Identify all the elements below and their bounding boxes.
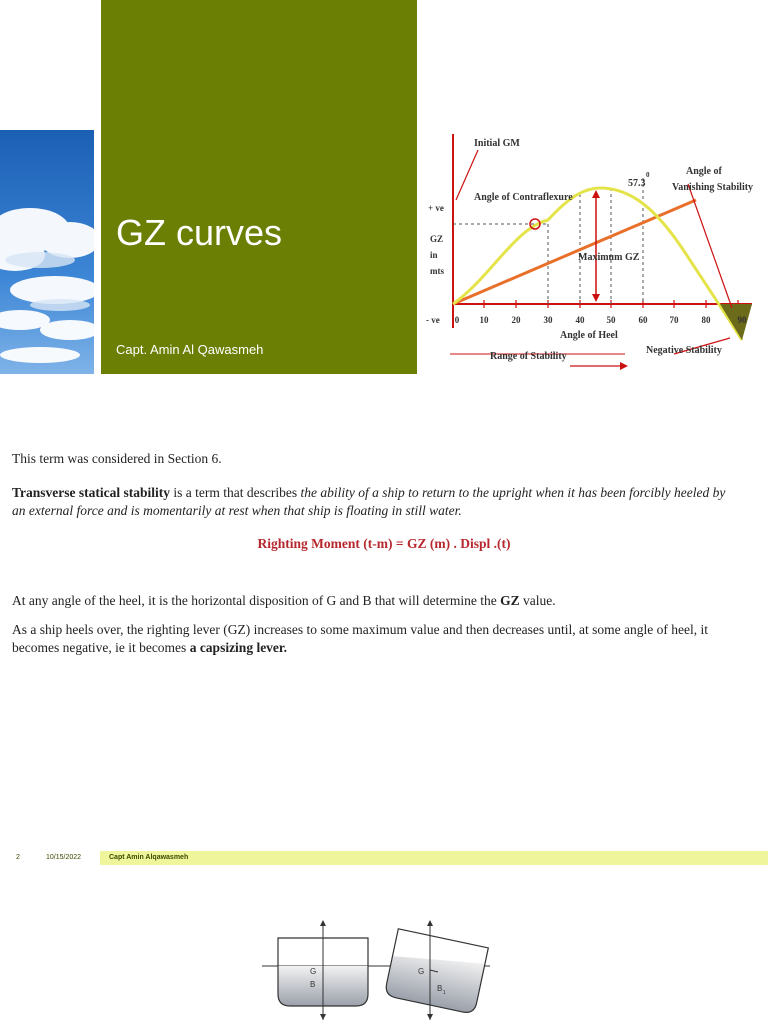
- footer-author: Capt Amin Alqawasmeh: [109, 854, 189, 861]
- label-b1-subscript: 1: [443, 990, 446, 996]
- label-range-of-stability: Range of Stability: [490, 351, 567, 362]
- tick-30: 30: [543, 315, 553, 325]
- label-contraflexure: Angle of Contraflexure: [474, 192, 573, 203]
- paragraph-section-ref: This term was considered in Section 6.: [12, 451, 222, 466]
- gz-curve-figure: [420, 128, 768, 378]
- tick-50: 50: [606, 315, 616, 325]
- label-plus-ve: + ve: [428, 203, 444, 213]
- footer-page-number: 2: [16, 854, 20, 861]
- label-negative-stability: Negative Stability: [646, 345, 722, 356]
- label-g-upright: G: [310, 967, 317, 976]
- definition-italic: the ability of a ship to return to the upright when it has been forcibly heeled by an external force and is momentarily at rest when that ship is floating in still water.: [12, 485, 726, 518]
- label-angle-of-heel: Angle of Heel: [560, 330, 618, 341]
- slide-footer: [0, 851, 768, 865]
- tick-0: 0: [454, 315, 460, 325]
- label-b1-heeled: B: [437, 984, 443, 993]
- slide-author: Capt. Amin Al Qawasmeh: [116, 342, 264, 357]
- label-vanishing-2: Vanishing Stability: [672, 182, 754, 193]
- definition-text: is a term that describes: [169, 485, 301, 500]
- heel-capsizing: a capsizing lever.: [189, 640, 288, 655]
- sky-image: [0, 130, 94, 374]
- term-transverse-stability: Transverse statical stability: [12, 485, 170, 500]
- label-vanishing-1: Angle of: [686, 166, 722, 177]
- tick-70: 70: [669, 315, 679, 325]
- title-panel: [101, 0, 417, 374]
- tick-40: 40: [575, 315, 585, 325]
- label-maximum-gz: Maximum GZ: [578, 252, 640, 263]
- tick-90: 90: [737, 315, 747, 325]
- heel-text: As a ship heels over, the righting lever (GZ) increases to some maximum value and then decreases until, at some angle of heel, it becomes negative, ie it becomes: [12, 622, 708, 655]
- label-angle-57: 57.3: [628, 178, 646, 189]
- label-gz-1: GZ: [430, 234, 444, 244]
- label-g-heeled: G: [418, 967, 425, 976]
- tick-80: 80: [701, 315, 711, 325]
- label-minus-ve: - ve: [426, 315, 440, 325]
- label-b-upright: B: [310, 980, 316, 989]
- disposition-end: value.: [519, 593, 556, 608]
- tick-60: 60: [638, 315, 648, 325]
- paragraph-heel: [12, 621, 742, 657]
- disposition-gz: GZ: [500, 593, 520, 608]
- label-gz-2: in: [430, 250, 438, 260]
- footer-date: 10/15/2022: [46, 854, 82, 861]
- label-initial-gm: Initial GM: [474, 138, 520, 149]
- label-degree: 0: [646, 171, 650, 179]
- paragraph-definition: [12, 484, 742, 520]
- tick-20: 20: [511, 315, 521, 325]
- righting-moment-formula: Righting Moment (t-m) = GZ (m) . Displ .(t): [257, 536, 511, 551]
- stability-diagram: [258, 918, 494, 1024]
- tick-10: 10: [479, 315, 489, 325]
- disposition-text: At any angle of the heel, it is the horizontal disposition of G and B that will determine the: [12, 593, 501, 608]
- label-gz-3: mts: [430, 266, 444, 276]
- paragraph-disposition: [12, 592, 742, 610]
- slide-title: GZ curves: [116, 212, 283, 253]
